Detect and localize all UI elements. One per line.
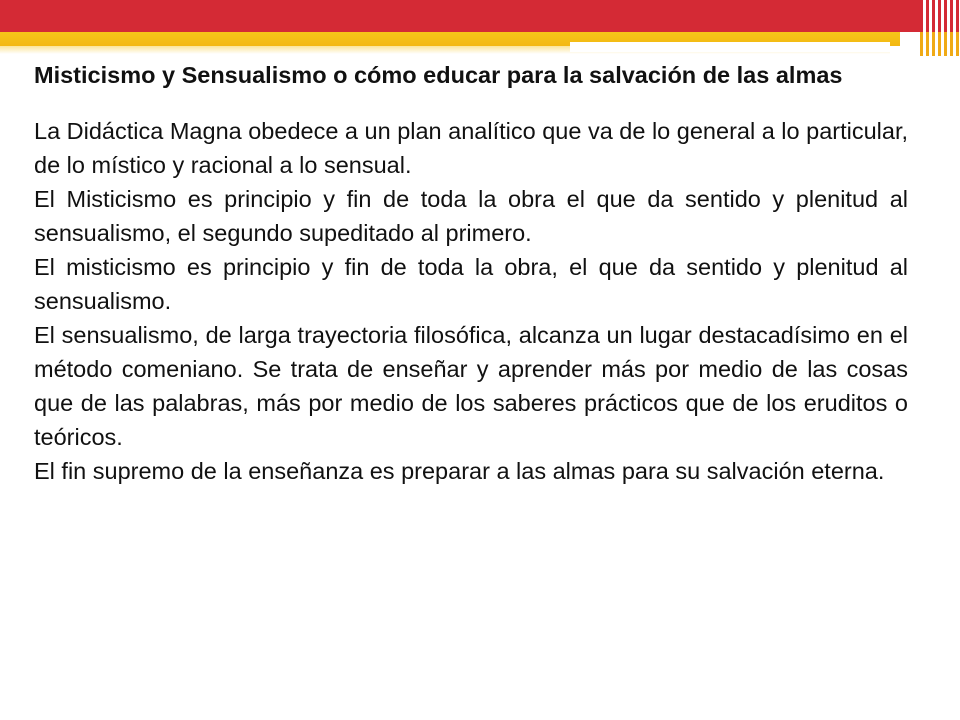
slide-body — [34, 58, 908, 488]
paragraph-5: El fin supremo de la enseñanza es preparar a las almas para su salvación eterna. — [34, 458, 885, 484]
paragraph-4: El sensualismo, de larga trayectoria filosófica, alcanza un lugar destacadísimo en el método comeniano. Se trata de enseñar y aprender más por medio de las cosas que de las palabras, más por medio de los saberes prácticos que de los eruditos o teóricos. — [34, 322, 908, 450]
paragraph-3: El misticismo es principio y fin de toda la obra, el que da sentido y plenitud al sensualismo. — [34, 254, 908, 314]
paragraph-2: El Misticismo es principio y fin de toda la obra el que da sentido y plenitud al sensualismo, el segundo supeditado al primero. — [34, 186, 908, 246]
header-stripe-decoration-lower — [920, 32, 960, 56]
header-red-band — [0, 0, 920, 32]
slide-title: Misticismo y Sensualismo o cómo educar para la salvación de las almas — [34, 62, 843, 88]
paragraph-1: La Didáctica Magna obedece a un plan analítico que va de lo general a lo particular, de lo místico y racional a lo sensual. — [34, 118, 909, 178]
header-white-notch — [570, 42, 890, 52]
